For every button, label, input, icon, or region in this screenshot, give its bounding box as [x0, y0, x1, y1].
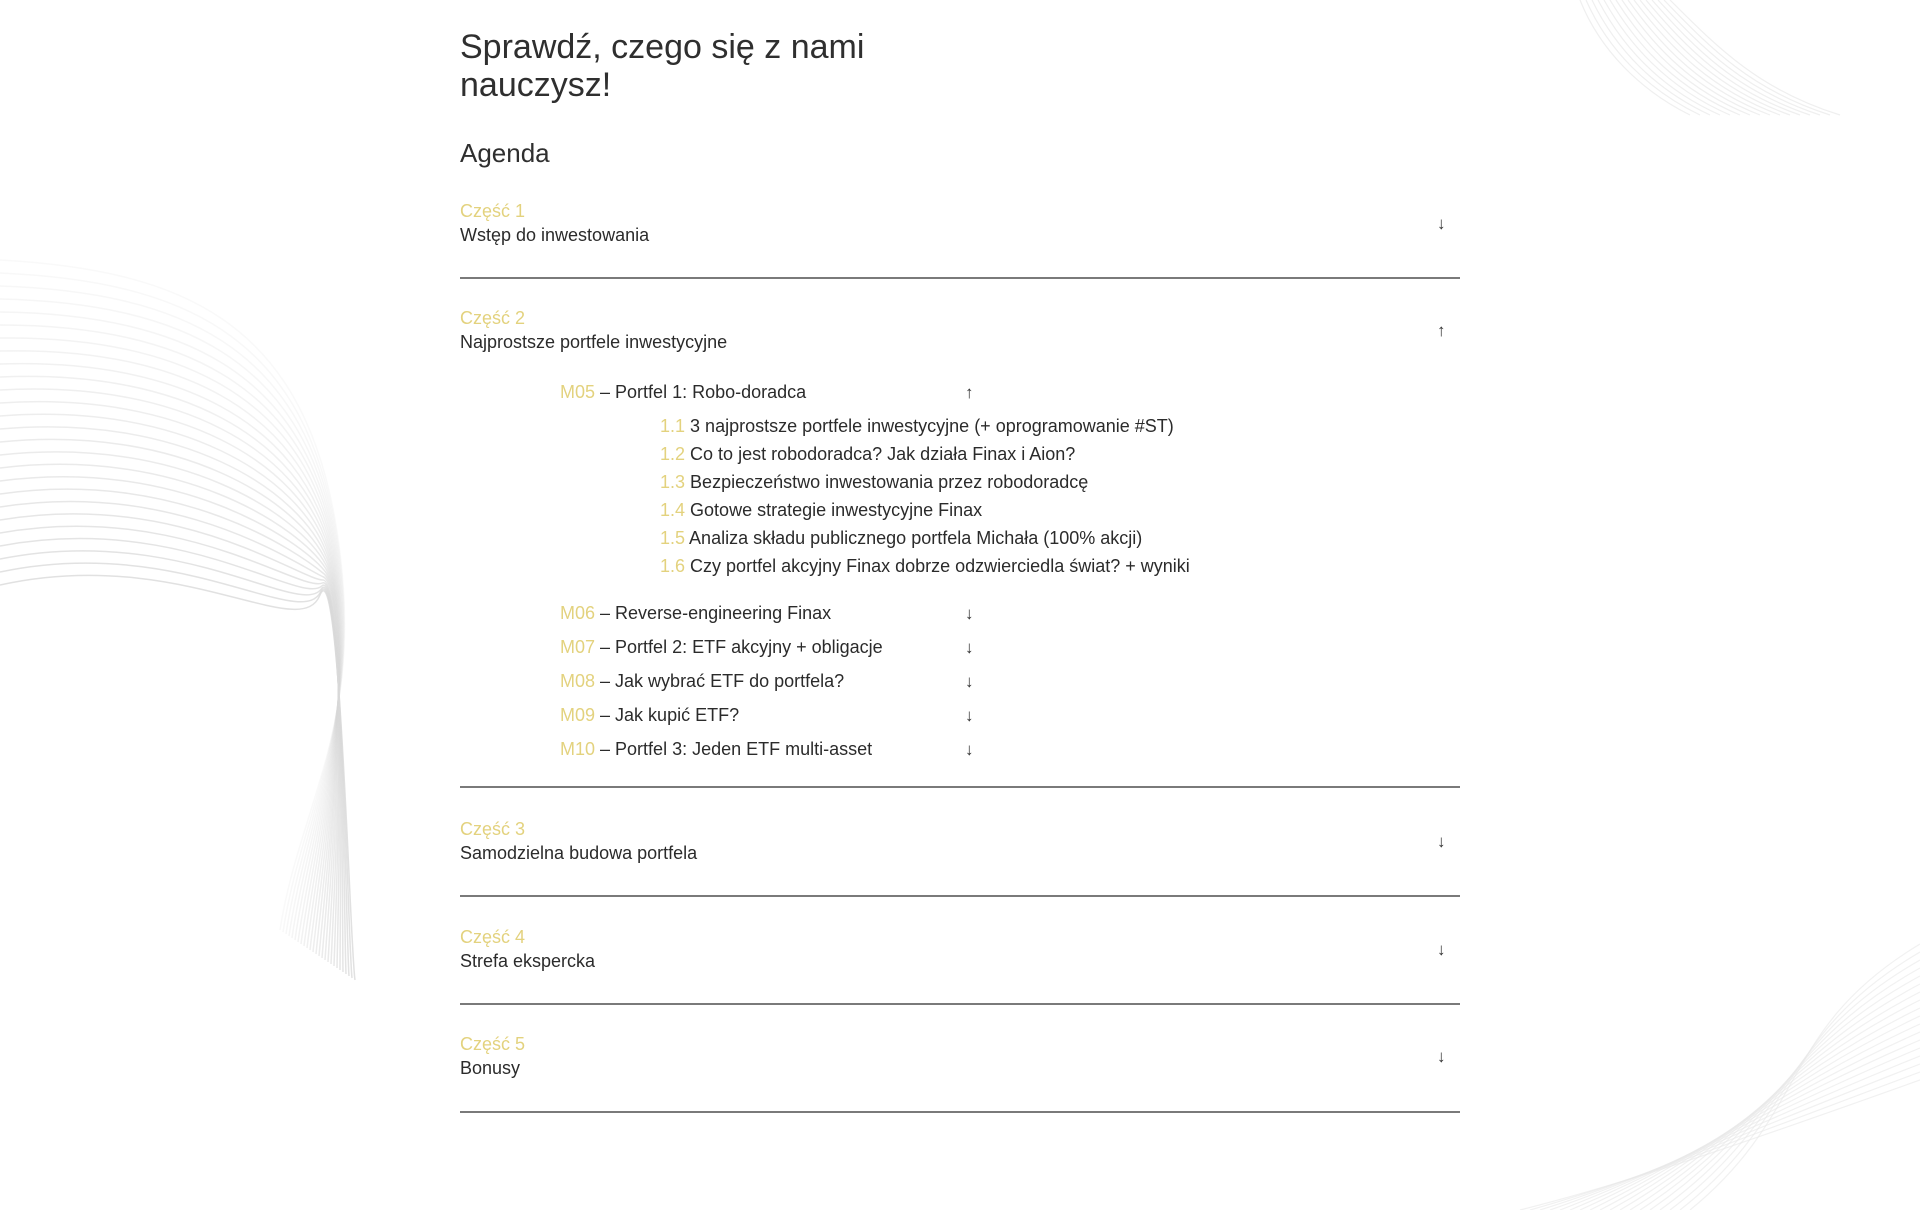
module-title: – Jak wybrać ETF do portfela?	[600, 671, 845, 691]
section-toggle-4[interactable]	[460, 929, 1460, 979]
lesson-number: 1.2	[660, 444, 686, 464]
module-code: M10	[560, 739, 596, 759]
section-divider	[460, 786, 1460, 788]
lesson-number: 1.1	[660, 416, 686, 436]
arrow-down-icon[interactable]: ↓	[965, 672, 974, 691]
lesson-number: 1.4	[660, 500, 686, 520]
section-title: Bonusy	[460, 1058, 521, 1078]
arrow-down-icon[interactable]: ↓	[965, 638, 974, 657]
arrow-down-icon[interactable]: ↓	[965, 706, 974, 725]
section-label: Część 1	[460, 201, 526, 221]
arrow-down-icon[interactable]: ↓	[1437, 1047, 1446, 1066]
page-title: Sprawdź, czego się z nami nauczysz!	[460, 28, 865, 104]
lesson-title: 3 najprostsze portfele inwestycyjne (+ oprogramowanie #ST)	[690, 416, 1174, 436]
section-divider	[460, 1003, 1460, 1005]
agenda-heading: Agenda	[460, 138, 550, 168]
module-code: M08	[560, 671, 596, 691]
lesson-title: Co to jest robodoradca? Jak działa Finax i Aion?	[690, 444, 1076, 464]
module-code: M06	[560, 603, 596, 623]
lesson-number: 1.6	[660, 556, 686, 576]
section-divider	[460, 277, 1460, 279]
section-title: Samodzielna budowa portfela	[460, 843, 698, 863]
module-m08[interactable]	[560, 671, 844, 692]
lesson-title: Gotowe strategie inwestycyjne Finax	[690, 500, 983, 520]
arrow-down-icon[interactable]: ↓	[1437, 832, 1446, 851]
section-title: Strefa ekspercka	[460, 951, 596, 971]
module-title: – Jak kupić ETF?	[600, 705, 740, 725]
lesson-item	[660, 472, 1088, 493]
module-title: – Portfel 2: ETF akcyjny + obligacje	[600, 637, 883, 657]
lesson-title: Analiza składu publicznego portfela Michała (100% akcji)	[689, 528, 1143, 548]
lesson-item	[660, 556, 1190, 577]
section-label: Część 4	[460, 927, 526, 947]
lesson-title: Czy portfel akcyjny Finax dobrze odzwierciedla świat? + wyniki	[690, 556, 1190, 576]
section-label: Część 2	[460, 308, 526, 328]
arrow-down-icon[interactable]: ↓	[965, 604, 974, 623]
arrow-down-icon[interactable]: ↓	[1437, 214, 1446, 233]
module-m07[interactable]	[560, 637, 883, 658]
lesson-item	[660, 416, 1174, 437]
section-toggle-5[interactable]	[460, 1036, 1460, 1086]
arrow-down-icon[interactable]: ↓	[965, 740, 974, 759]
module-title: – Reverse-engineering Finax	[600, 603, 832, 623]
section-label: Część 3	[460, 819, 526, 839]
module-m05[interactable]	[560, 382, 806, 403]
lesson-item	[660, 500, 982, 521]
module-code: M09	[560, 705, 596, 725]
module-code: M05	[560, 382, 596, 402]
lesson-title: Bezpieczeństwo inwestowania przez robodoradcę	[690, 472, 1089, 492]
module-m09[interactable]	[560, 705, 739, 726]
module-title: – Portfel 1: Robo-doradca	[600, 382, 807, 402]
lesson-number: 1.5	[660, 528, 686, 548]
module-m06[interactable]	[560, 603, 831, 624]
lesson-item	[660, 444, 1075, 465]
module-title: – Portfel 3: Jeden ETF multi-asset	[600, 739, 873, 759]
module-m10[interactable]	[560, 739, 872, 760]
lesson-number: 1.3	[660, 472, 686, 492]
arrow-up-icon[interactable]: ↑	[1437, 321, 1446, 340]
section-divider	[460, 1111, 1460, 1113]
section-divider	[460, 895, 1460, 897]
section-label: Część 5	[460, 1034, 526, 1054]
section-title: Najprostsze portfele inwestycyjne	[460, 332, 728, 352]
module-code: M07	[560, 637, 596, 657]
section-title: Wstęp do inwestowania	[460, 225, 650, 245]
arrow-up-icon[interactable]: ↑	[965, 383, 974, 402]
arrow-down-icon[interactable]: ↓	[1437, 940, 1446, 959]
lesson-item	[660, 528, 1142, 549]
